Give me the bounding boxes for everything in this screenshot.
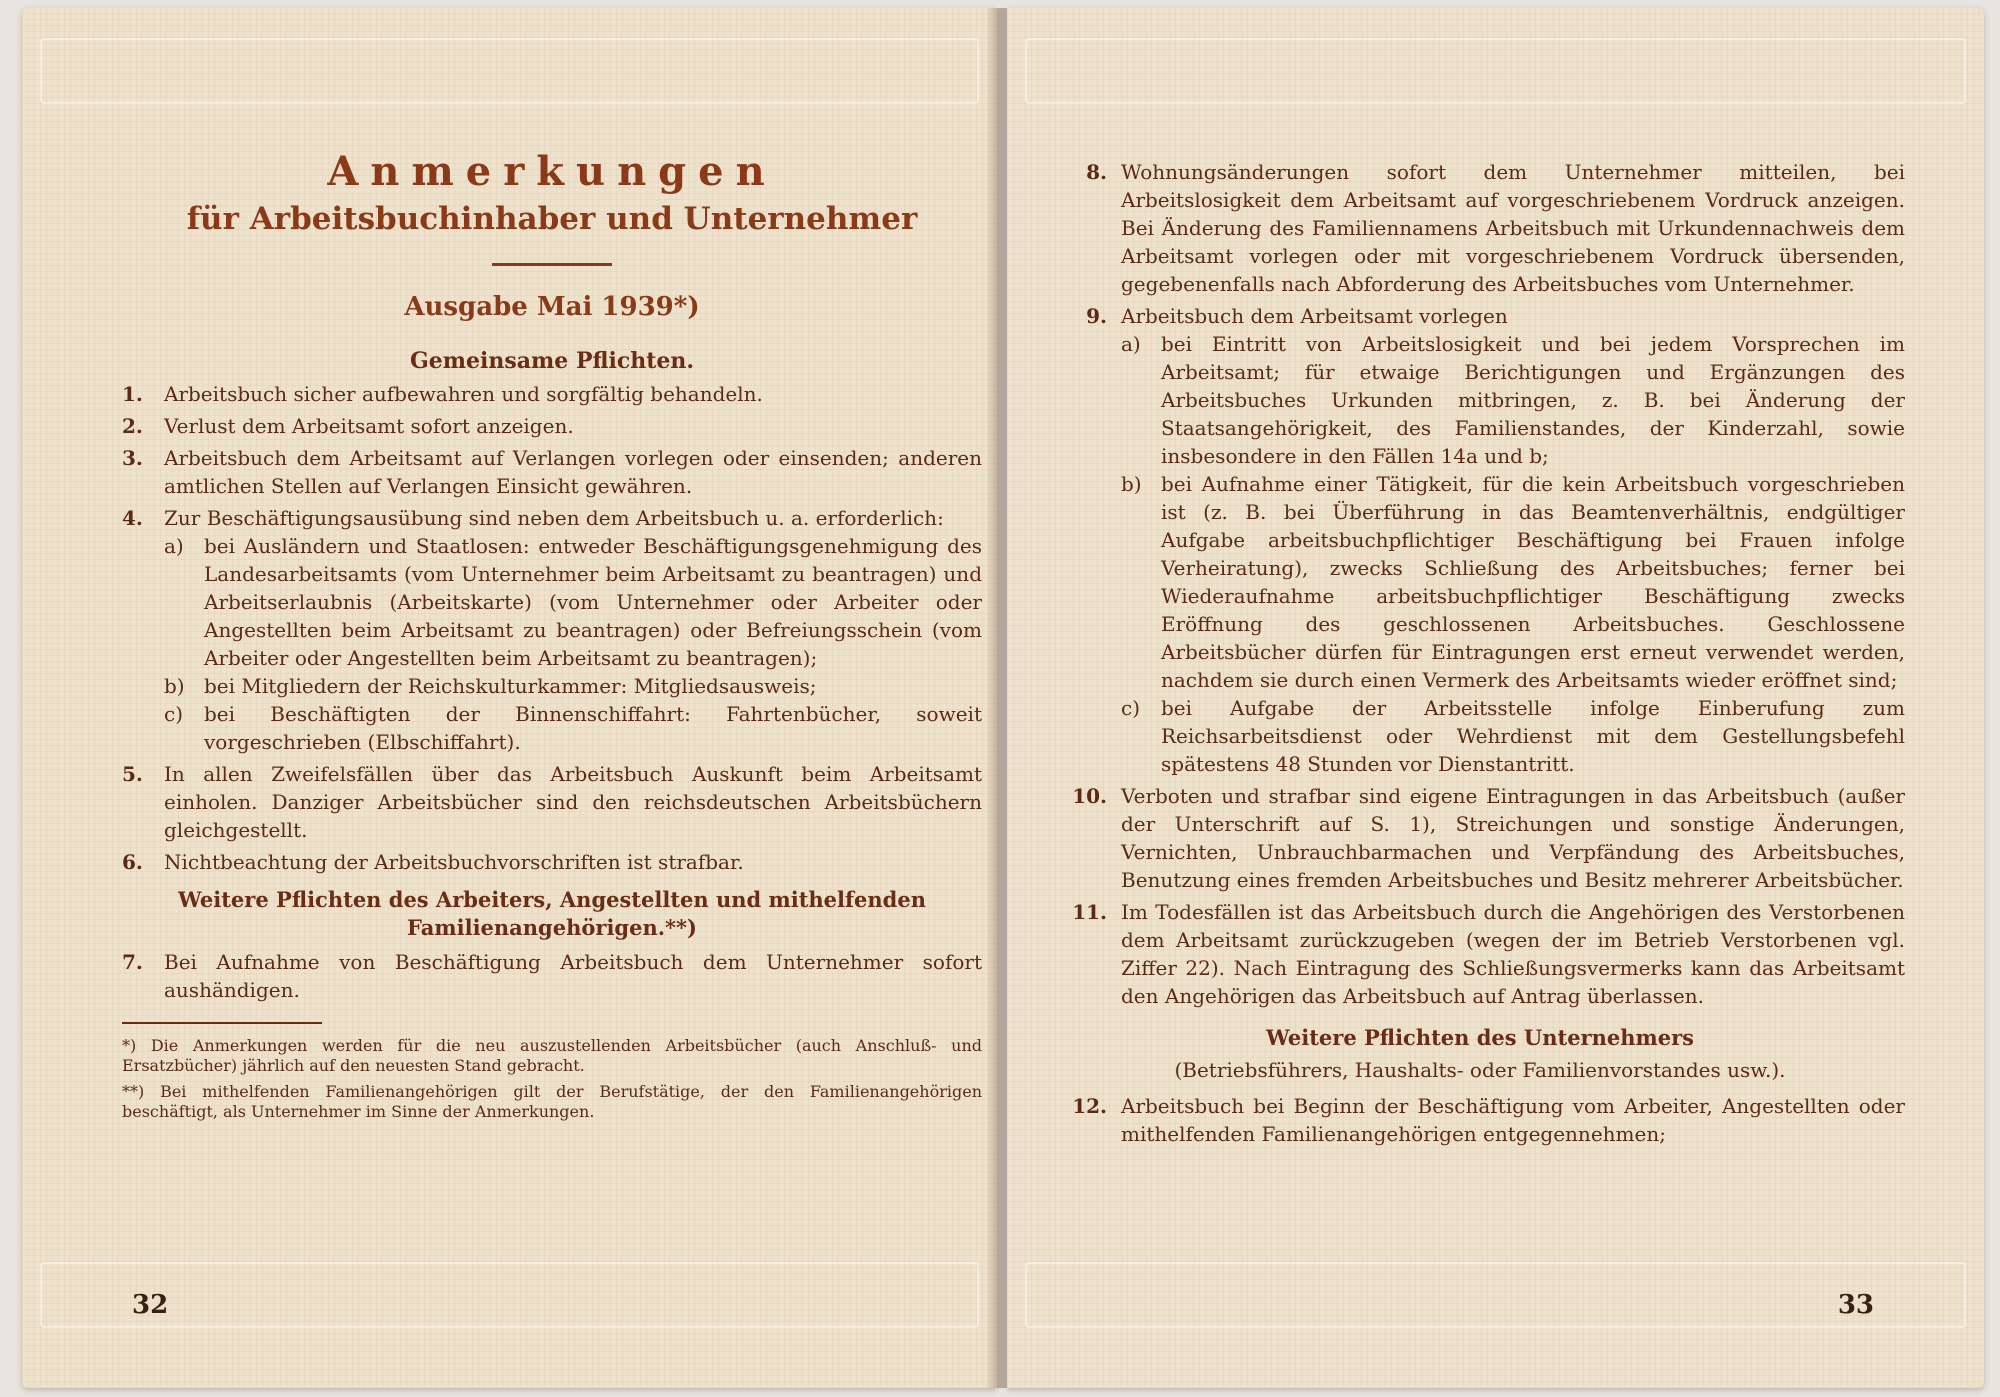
footnote: **) Bei mithelfenden Familienangehörigen gilt der Berufstätige, der den Familienangehörigen beschäftigt, als Unternehmer im Sinne der Anmerkungen. [122,1082,982,1121]
section-heading-employer-duties: Weitere Pflichten des Unternehmers [1266,1025,1694,1050]
list-item [1055,158,1905,298]
item-number: 4. [122,506,143,530]
sub-item-label: a) [164,534,184,558]
sub-item [1121,694,1905,778]
sub-item-label: b) [1121,472,1142,496]
item-body [164,504,982,756]
item-text: Nichtbeachtung der Arbeitsbuchvorschriften ist strafbar. [164,850,744,874]
sub-item-text: bei Ausländern und Staatlosen: entweder Beschäftigungsgenehmigung des Landesarbeitsamts (vom Unternehmer beim Arbeitsamt zu beantragen) und Arbeitserlaubnis (Arbeitskarte) (vom Unternehmer oder Arbeiter oder Angestellten beim Arbeitsamt zu beantragen) oder Befreiungsschein (vom Arbeiter oder Angestellten beim Arbeitsamt zu beantragen); [204,534,982,670]
left-page [22,8,997,1388]
item-number: 7. [122,950,143,974]
item-text: Wohnungsänderungen sofort dem Unternehmer mitteilen, bei Arbeitslosigkeit dem Arbeitsamt auf vorgeschriebenem Vordruck anzeigen. Bei Änderung des Familiennamens Arbeitsbuch mit Urkundennachweis dem Arbeitsamt vorlegen oder mit vorgeschriebenem Vordruck übersenden, gegebenenfalls nach Abforderung des Arbeitsbuches vom Unternehmer. [1121,160,1905,296]
right-page-content [1055,158,1905,1152]
list-item [122,760,982,844]
item-text: Arbeitsbuch bei Beginn der Beschäftigung vom Arbeiter, Angestellten oder mithelfenden Familienangehörigen entgegennehmen; [1121,1094,1905,1146]
item-body [1121,302,1905,778]
item-text: Arbeitsbuch dem Arbeitsamt vorlegen [1121,304,1508,328]
left-page-content [122,148,982,1128]
sub-item-text: bei Eintritt von Arbeitslosigkeit und bei jedem Vorsprechen im Arbeitsamt; für etwaige Berichtigungen und Ergänzungen des Arbeitsbuches Urkunden mitbringen, z. B. bei Änderung der Staatsangehörigkeit, des Familienstandes, der Kinderzahl, sowie insbesondere in den Fällen 14a und b; [1161,332,1905,468]
sub-item-text: bei Mitgliedern der Reichskulturkammer: Mitgliedsausweis; [204,674,817,698]
decorative-border-bottom [1025,1262,1966,1328]
item-number: 9. [1086,304,1107,328]
item-text: Verlust dem Arbeitsamt sofort anzeigen. [164,414,574,438]
section-heading-worker-duties: Weitere Pflichten des Arbeiters, Angestellten und mithelfenden Familienangehörigen.**) [178,887,926,940]
list-item [122,444,982,500]
edition-label: Ausgabe Mai 1939*) [404,292,700,322]
sub-item [164,700,982,756]
page-number: 32 [132,1290,169,1320]
decorative-border-top [40,38,979,104]
list-item [122,948,982,1004]
footnote: *) Die Anmerkungen werden für die neu auszustellenden Arbeitsbücher (auch Anschluß- und Ersatzbücher) jährlich auf den neuesten Stand gebracht. [122,1036,982,1075]
sub-item-label: a) [1121,332,1141,356]
page-subtitle: für Arbeitsbuchinhaber und Unternehmer [186,201,918,237]
list-item [122,848,982,876]
item-text: Arbeitsbuch sicher aufbewahren und sorgfältig behandeln. [164,382,763,406]
page-number: 33 [1837,1290,1874,1320]
sub-item-text: bei Aufgabe der Arbeitsstelle infolge Einberufung zum Reichsarbeitsdienst oder Wehrdienst mit dem Gestellungsbefehl spätestens 48 Stunden vor Dienstantritt. [1161,696,1905,776]
item-number: 5. [122,762,143,786]
sub-item [1121,470,1905,694]
footnote-divider [122,1022,322,1024]
item-number: 10. [1072,784,1107,808]
item-text: In allen Zweifelsfällen über das Arbeitsbuch Auskunft beim Arbeitsamt einholen. Danziger Arbeitsbücher sind den reichsdeutschen Arbeitsbüchern gleichgestellt. [164,762,982,842]
item-number: 11. [1072,900,1107,924]
list-item [1055,1092,1905,1148]
sub-item-label: c) [164,702,184,726]
item-number: 3. [122,446,143,470]
item-text: Im Todesfällen ist das Arbeitsbuch durch die Angehörigen des Verstorbenen dem Arbeitsamt zurückzugeben (wegen der im Betrieb Verstorbenen vgl. Ziffer 22). Nach Eintragung des Schließungsvermerks kann das Arbeitsamt den Angehörigen das Arbeitsbuch auf Antrag überlassen. [1121,900,1905,1008]
item-text: Zur Beschäftigungsausübung sind neben dem Arbeitsbuch u. a. erforderlich: [164,506,944,530]
sub-item [164,672,982,700]
list-item [1055,782,1905,894]
decorative-border-top [1025,38,1966,104]
list-item [1055,302,1905,778]
section-heading-common-duties: Gemeinsame Pflichten. [409,348,695,374]
sub-item-text: bei Beschäftigten der Binnenschiffahrt: Fahrtenbücher, soweit vorgeschrieben (Elbschiffahrt). [204,702,982,754]
list-item [122,412,982,440]
item-number: 2. [122,414,143,438]
decorative-border-bottom [40,1262,979,1328]
item-text: Arbeitsbuch dem Arbeitsamt auf Verlangen vorlegen oder einsenden; anderen amtlichen Stellen auf Verlangen Einsicht gewähren. [164,446,982,498]
page-title: Anmerkungen [327,148,777,195]
sub-item [1121,330,1905,470]
sub-item-label: b) [164,674,185,698]
item-number: 1. [122,382,143,406]
list-item [1055,898,1905,1010]
sub-item [164,532,982,672]
list-item [122,380,982,408]
sub-item-label: c) [1121,696,1141,720]
right-page [1007,8,1984,1388]
list-item [122,504,982,756]
item-text: Bei Aufnahme von Beschäftigung Arbeitsbuch dem Unternehmer sofort aushändigen. [164,950,982,1002]
item-number: 8. [1086,160,1107,184]
item-number: 12. [1072,1094,1107,1118]
title-divider [492,263,612,266]
section-subheading: (Betriebsführers, Haushalts- oder Familienvorstandes usw.). [1174,1058,1786,1082]
item-text: Verboten und strafbar sind eigene Eintragungen in das Arbeitsbuch (außer der Unterschrift auf S. 1), Streichungen und sonstige Änderungen, Vernichten, Unbrauchbarmachen und Verpfändung des Arbeitsbuches, Benutzung eines fremden Arbeitsbuches und Besitz mehrerer Arbeitsbücher. [1121,784,1905,892]
item-number: 6. [122,850,143,874]
sub-item-text: bei Aufnahme einer Tätigkeit, für die kein Arbeitsbuch vorgeschrieben ist (z. B. bei Überführung in das Beamtenverhältnis, endgültiger Aufgabe arbeitsbuchpflichtiger Beschäftigung bei Frauen infolge Verheiratung), zwecks Schließung des Arbeitsbuches; ferner bei Wiederaufnahme arbeitsbuchpflichtiger Beschäftigung zwecks Eröffnung des geschlossenen Arbeitsbuches. Geschlossene Arbeitsbücher dürfen für Eintragungen erst erneut verwendet werden, nachdem sie durch einen Vermerk des Arbeitsamts wieder eröffnet sind; [1161,472,1905,692]
open-booklet [22,8,1984,1388]
